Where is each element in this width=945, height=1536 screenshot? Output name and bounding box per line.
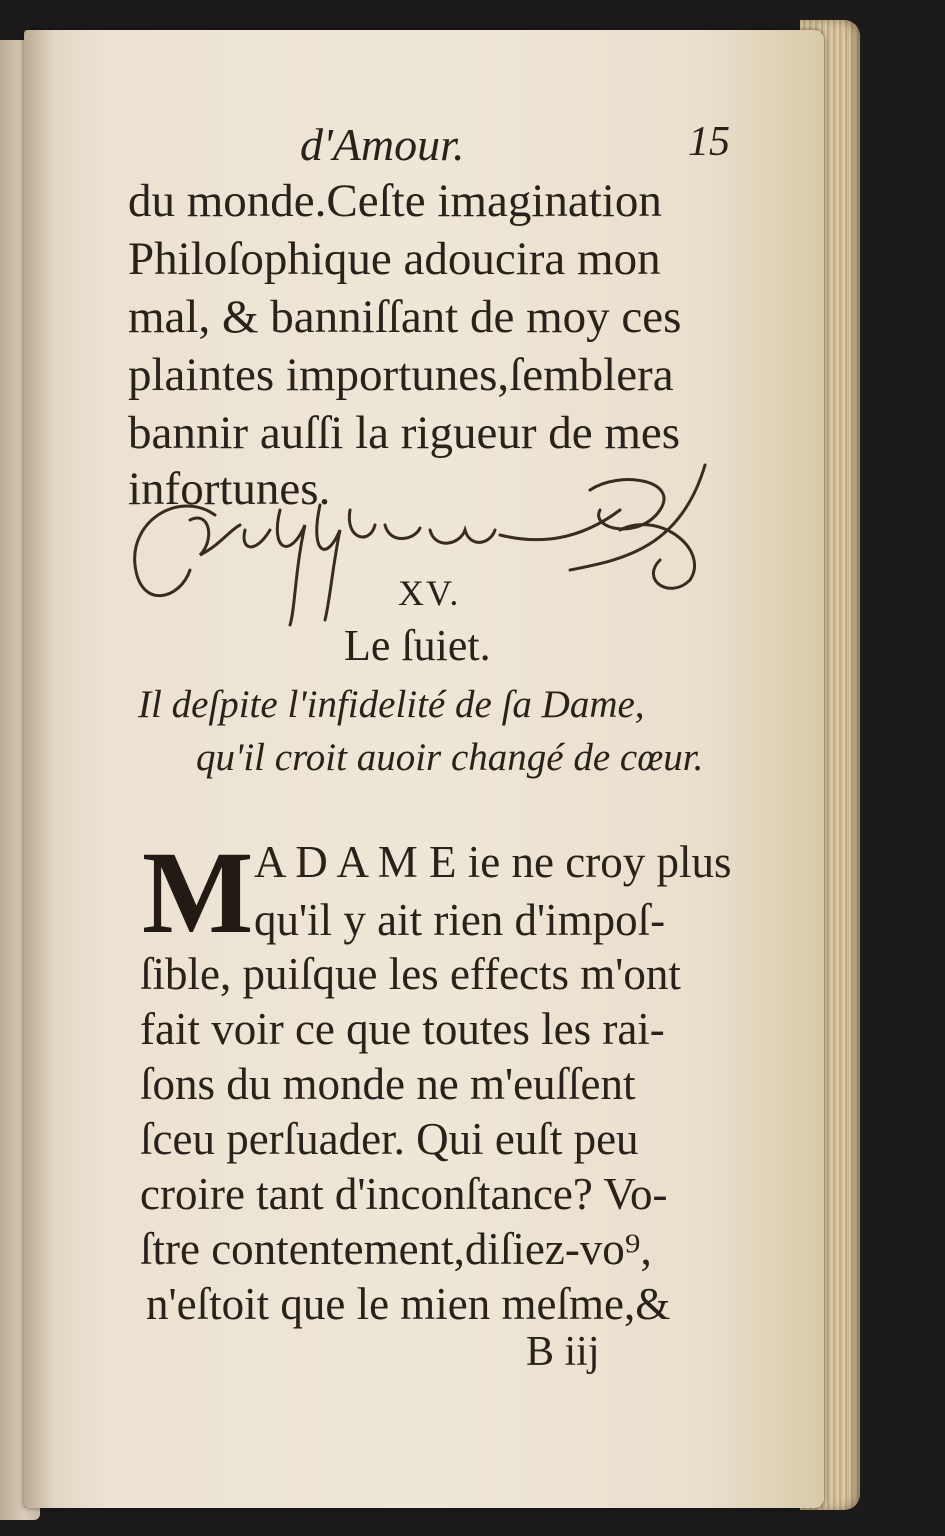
text-line: Philoſophique adoucira mon — [128, 233, 661, 285]
section-subject-label: Le ſuiet. — [344, 621, 491, 670]
body-line: ſons du monde ne m'euſſent — [140, 1059, 636, 1109]
body-line: croire tant d'inconſtance? Vo- — [140, 1169, 668, 1219]
running-head: d'Amour. — [300, 119, 465, 170]
text-line: infortunes. — [128, 463, 331, 515]
page-number: 15 — [688, 119, 730, 165]
signature-mark: B iij — [526, 1329, 600, 1375]
text-line: bannir auſſi la rigueur de mes — [128, 407, 681, 459]
body-line: n'eſtoit que le mien meſme,& — [146, 1279, 671, 1329]
text-line: mal, & banniſſant de moy ces — [128, 291, 682, 343]
body-line: fait voir ce que toutes les rai- — [140, 1004, 665, 1054]
section-number: XV. — [398, 573, 461, 613]
body-line: ſtre contentement,diſiez-vo⁹, — [140, 1224, 652, 1274]
gutter-shadow — [24, 30, 54, 1508]
argument-line: qu'il croit auoir changé de cœur. — [196, 736, 704, 779]
text-line: du monde.Ceſte imagination — [128, 175, 662, 227]
drop-capital: M — [142, 827, 254, 958]
text-line: plaintes importunes,ſemblera — [128, 349, 674, 401]
body-line: qu'il y ait rien d'impoſ- — [254, 895, 666, 945]
argument-line: Il deſpite l'infidelité de ſa Dame, — [138, 683, 645, 726]
body-line: A D A M E ie ne croy plus — [254, 837, 732, 887]
body-line: ſceu perſuader. Qui euſt peu — [140, 1114, 639, 1164]
body-line: ſible, puiſque les effects m'ont — [140, 949, 681, 999]
